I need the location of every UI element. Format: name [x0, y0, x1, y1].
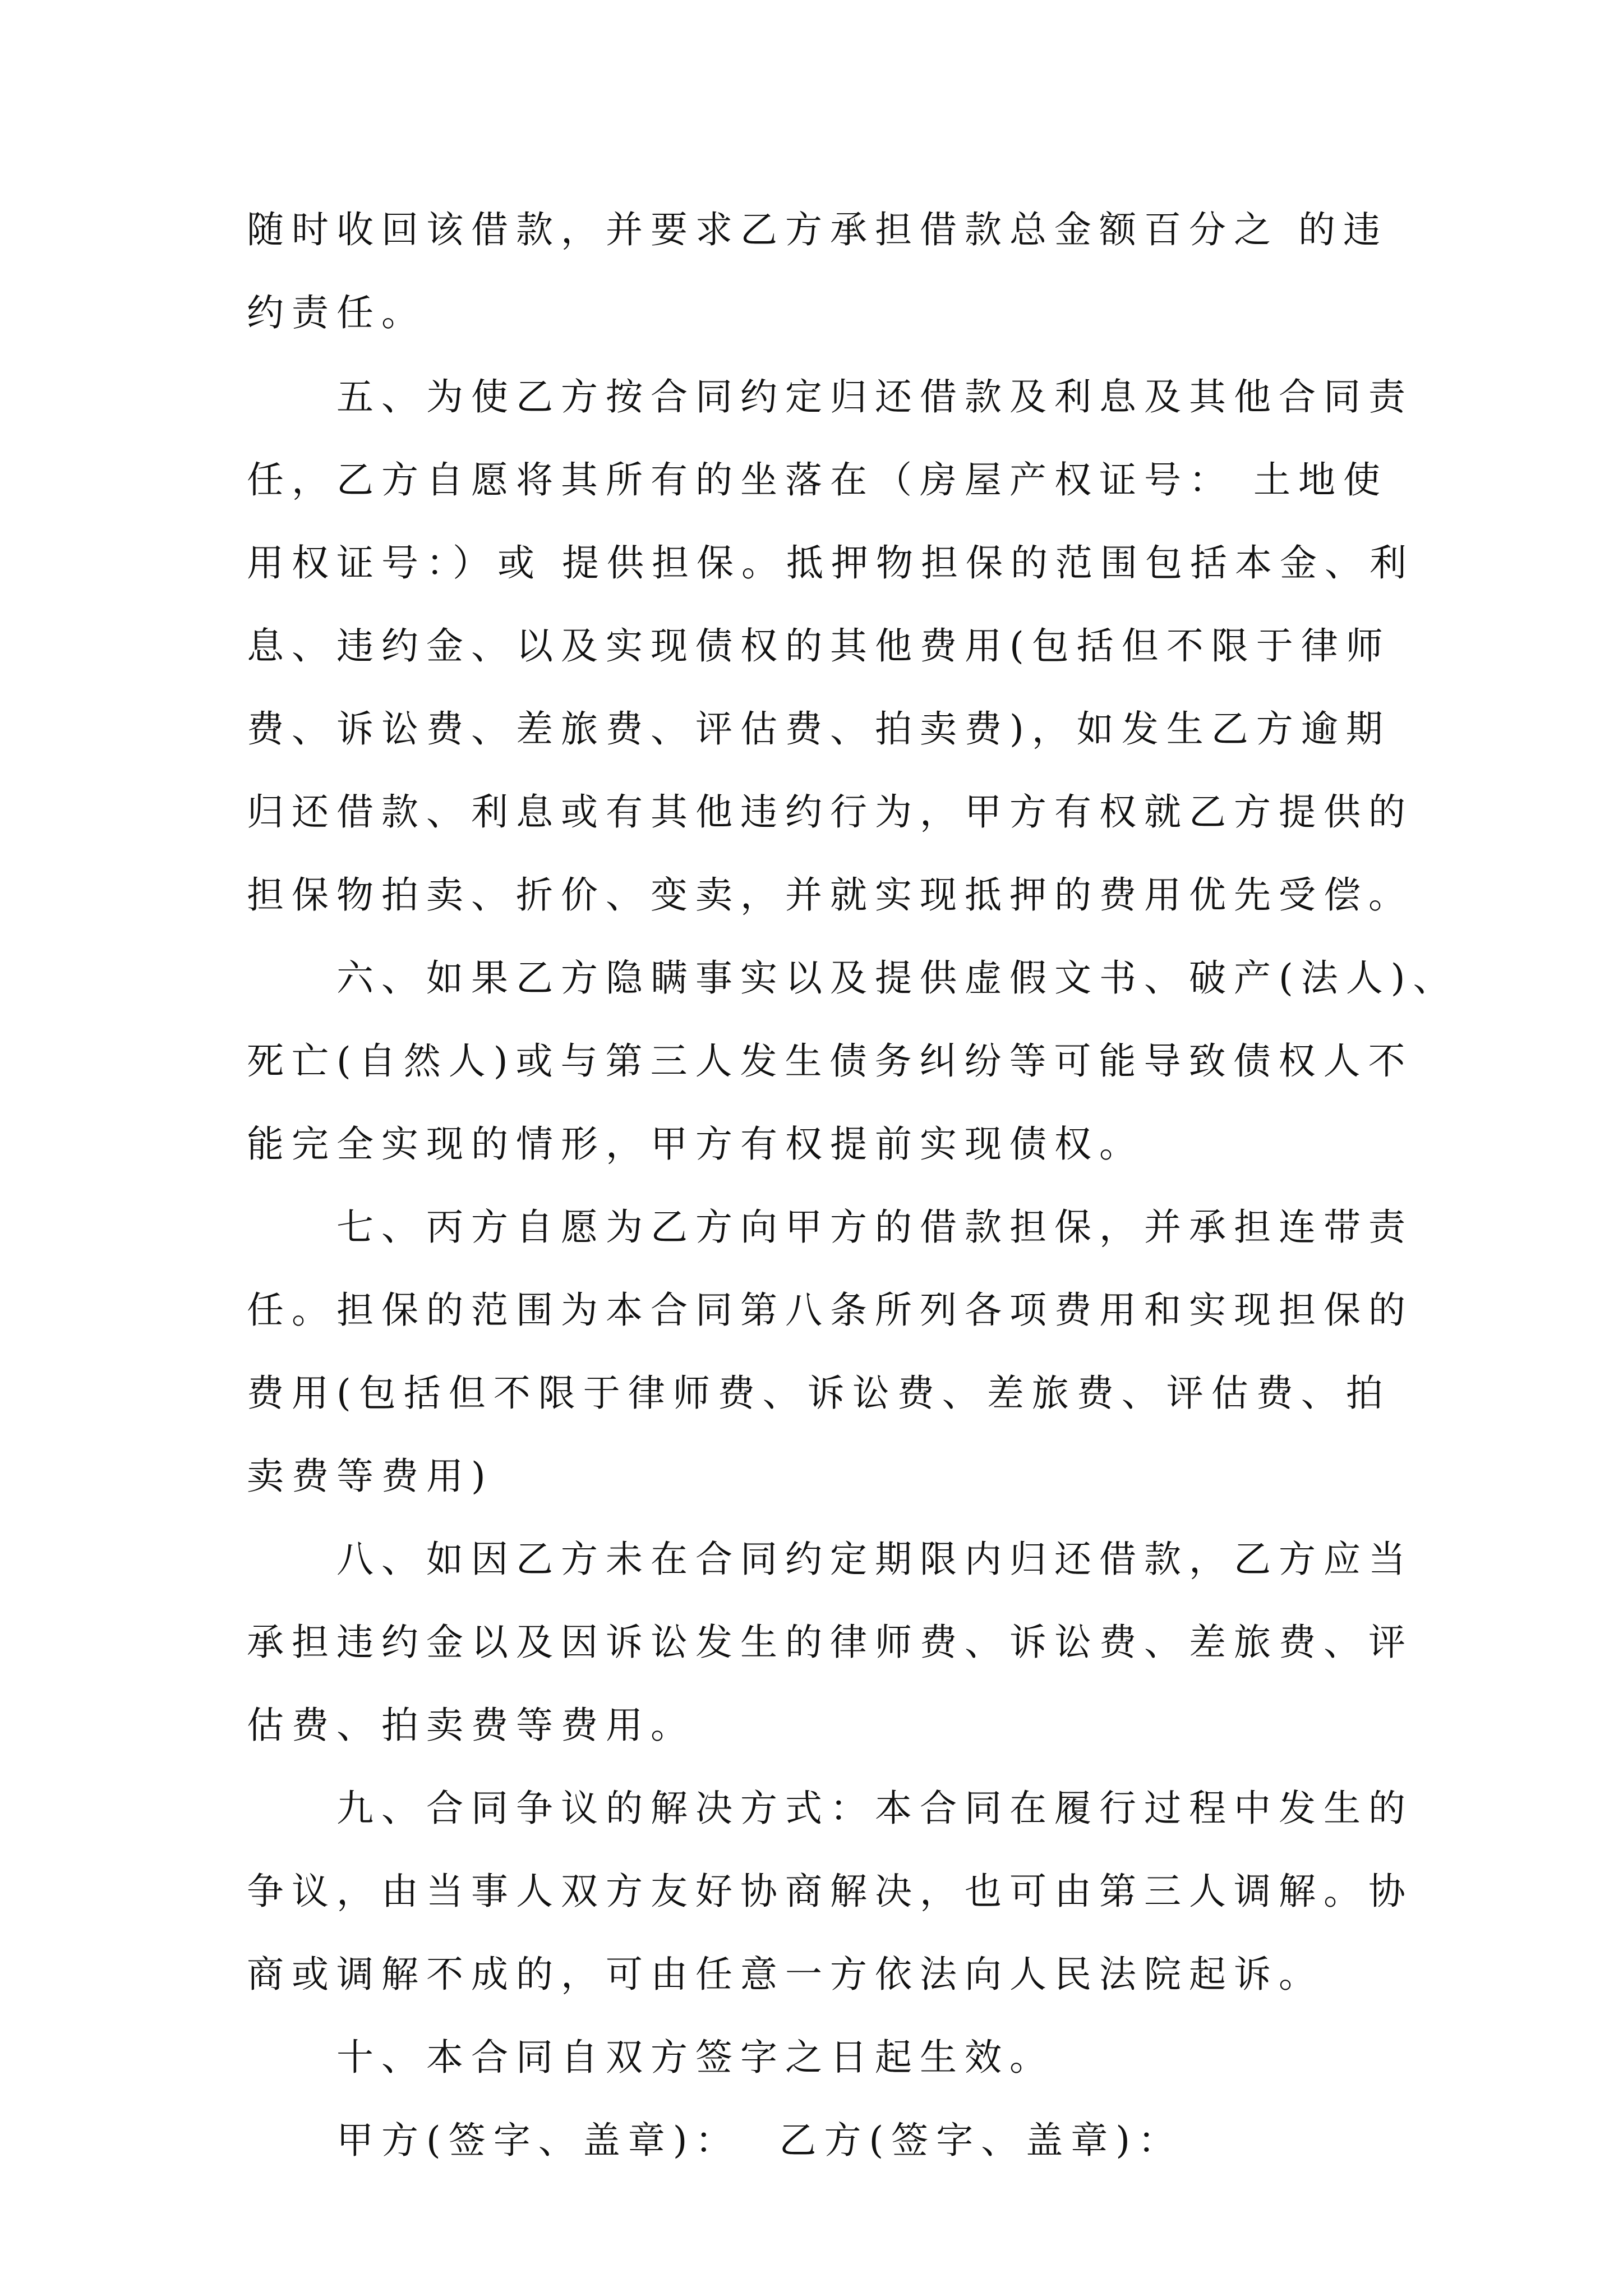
clause-5-line: 任，乙方自愿将其所有的坐落在（房屋产权证号： 土地使: [247, 458, 1388, 501]
clause-9-line: 商或调解不成的，可由任意一方依法向人民法院起诉。: [247, 1953, 1324, 1996]
clause-5-line: 费、诉讼费、差旅费、评估费、拍卖费)，如发生乙方逾期: [247, 707, 1391, 751]
clause-10-line: 十、本合同自双方签字之日起生效。: [336, 2036, 1054, 2079]
clause-5-line: 归还借款、利息或有其他违约行为，甲方有权就乙方提供的: [247, 790, 1413, 834]
clause-6-line: 六、如果乙方隐瞒事实以及提供虚假文书、破产(法人)、: [336, 956, 1458, 1000]
clause-8-line: 八、如因乙方未在合同约定期限内归还借款，乙方应当: [336, 1538, 1413, 1581]
clause-8-line: 承担违约金以及因诉讼发生的律师费、诉讼费、差旅费、评: [247, 1621, 1413, 1664]
clause-9-line: 争议，由当事人双方友好协商解决，也可由第三人调解。协: [247, 1870, 1413, 1913]
clause-6-line: 能完全实现的情形，甲方有权提前实现债权。: [247, 1122, 1144, 1166]
clause-6-line: 死亡(自然人)或与第三人发生债务纠纷等可能导致债权人不: [247, 1039, 1413, 1083]
text-line: 随时收回该借款，并要求乙方承担借款总金额百分之 的违: [247, 208, 1388, 251]
clause-9-line: 九、合同争议的解决方式：本合同在履行过程中发生的: [336, 1787, 1413, 1830]
clause-5-line: 用权证号：）或 提供担保。抵押物担保的范围包括本金、利: [247, 541, 1414, 585]
clause-5-line: 五、为使乙方按合同约定归还借款及利息及其他合同责: [336, 375, 1413, 418]
signature-line: 甲方(签字、盖章)： 乙方(签字、盖章)：: [336, 2119, 1183, 2162]
clause-7-line: 卖费等费用): [247, 1455, 494, 1498]
clause-7-line: 任。担保的范围为本合同第八条所列各项费用和实现担保的: [247, 1289, 1413, 1332]
clause-5-line: 担保物拍卖、折价、变卖，并就实现抵押的费用优先受偿。: [247, 873, 1413, 917]
text-line: 约责任。: [247, 291, 426, 334]
clause-5-line: 息、违约金、以及实现债权的其他费用(包括但不限于律师: [247, 624, 1391, 668]
clause-8-line: 估费、拍卖费等费用。: [247, 1704, 695, 1747]
clause-7-line: 七、丙方自愿为乙方向甲方的借款担保，并承担连带责: [336, 1205, 1413, 1249]
clause-7-line: 费用(包括但不限于律师费、诉讼费、差旅费、评估费、拍: [247, 1372, 1391, 1415]
